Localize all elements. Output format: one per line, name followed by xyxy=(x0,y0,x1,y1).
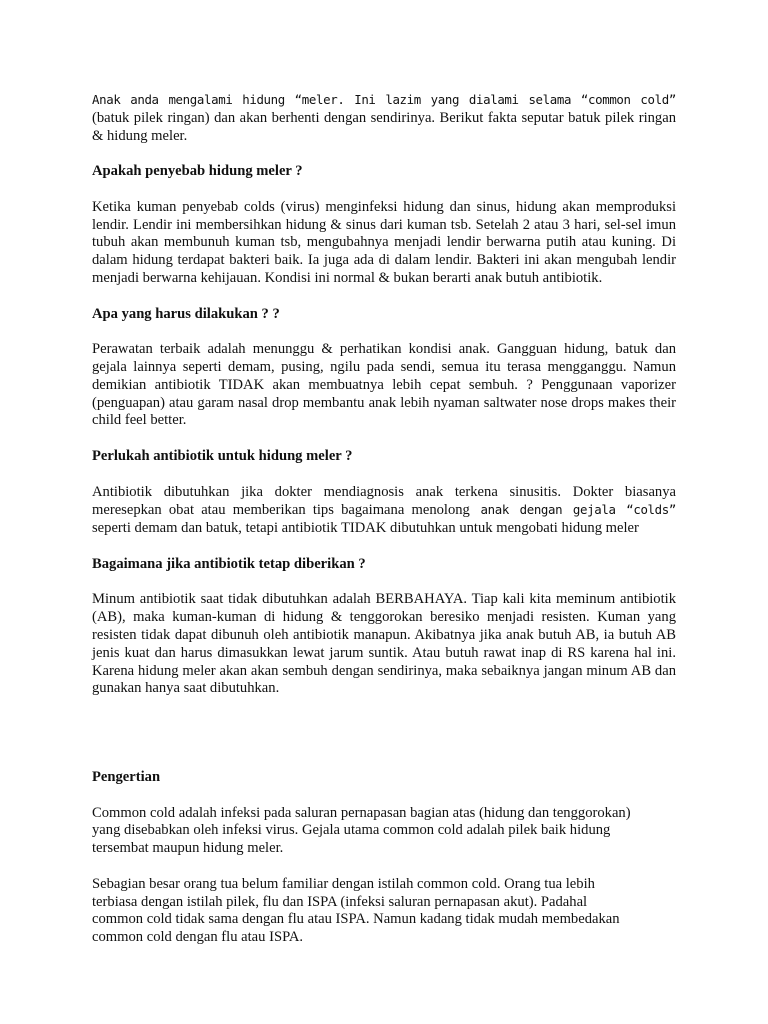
section-heading-diberikan: Bagaimana jika antibiotik tetap diberikan ? xyxy=(92,555,366,572)
section-body-dilakukan: Perawatan terbaik adalah menunggu & perhatikan kondisi anak. Gangguan hidung, batuk dan gejala lainnya seperti demam, pusing, ngilu pada sendi, semua itu terasa mengganggu. Namun demikian antibiotik TIDAK akan membuatnya lebih cepat sembuh. ? Penggunaan vaporizer (penguapan) atau garam nasal drop membantu anak lebih nyaman saltwater nose drops makes their child feel better. xyxy=(92,341,676,429)
section-body-penyebab: Ketika kuman penyebab colds (virus) menginfeksi hidung dan sinus, hidung akan memproduksi lendir. Lendir ini membersihkan hidung & sinus dari kuman tsb. Setelah 2 atau 3 hari, sel-sel imun tubuh akan membunuh kuman tsb, mengubahnya menjadi lendir berwarna putih atau kuning. Di dalam hidung terdapat bakteri baik. Ia juga ada di dalam lendir. Bakteri ini akan mengubah lendir menjadi berwarna kehijauan. Kondisi ini normal & bukan berarti anak butuh antibiotik. xyxy=(92,198,676,286)
perlukah-text-part3: seperti demam dan batuk, tetapi antibiotik TIDAK dibutuhkan untuk mengobati hidung meler xyxy=(92,520,639,537)
section-body-perlukah xyxy=(92,484,676,538)
definition-p2-line: common cold dengan flu atau ISPA. xyxy=(92,929,304,946)
intro-text-part2: (batuk pilek ringan) dan akan berhenti dengan sendirinya. Berikut fakta seputar batuk pilek ringan & hidung meler. xyxy=(92,109,676,144)
definition-p1-line: Common cold adalah infeksi pada saluran pernapasan bagian atas (hidung dan tenggorokan) xyxy=(92,804,631,821)
definition-paragraph-1 xyxy=(92,805,676,858)
perlukah-text-part1: Antibiotik dibutuhkan jika dokter mendiagnosis anak terkena sinusitis. Dokter biasanya meresepkan obat atau memberikan tips bagaimana menolong xyxy=(92,483,676,519)
perlukah-text-part2: anak dengan gejala “colds” xyxy=(469,502,676,518)
definition-paragraph-2 xyxy=(92,876,676,947)
document-page xyxy=(92,91,676,947)
intro-paragraph xyxy=(92,91,676,145)
definition-p1-line: tersembat maupun hidung meler. xyxy=(92,840,284,857)
definition-p2-line: Sebagian besar orang tua belum familiar dengan istilah common cold. Orang tua lebih xyxy=(92,875,595,892)
section-heading-dilakukan: Apa yang harus dilakukan ? ? xyxy=(92,305,280,322)
definition-p2-line: common cold tidak sama dengan flu atau ISPA. Namun kadang tidak mudah membedakan xyxy=(92,911,620,928)
section-heading-perlukah: Perlukah antibiotik untuk hidung meler ? xyxy=(92,447,353,464)
section-heading-penyebab: Apakah penyebab hidung meler ? xyxy=(92,163,303,180)
intro-text-part1: Anak anda mengalami hidung “meler. Ini lazim yang dialami selama “common cold” xyxy=(92,92,676,107)
definition-p1-line: yang disebabkan oleh infeksi virus. Gejala utama common cold adalah pilek baik hidung xyxy=(92,822,611,839)
definition-heading: Pengertian xyxy=(92,769,161,786)
definition-p2-line: terbiasa dengan istilah pilek, flu dan ISPA (infeksi saluran pernapasan akut). Padahal xyxy=(92,893,588,910)
section-body-diberikan: Minum antibiotik saat tidak dibutuhkan adalah BERBAHAYA. Tiap kali kita meminum antibiotik (AB), maka kuman-kuman di hidung & tenggorokan beresiko menjadi resisten. Kuman yang resisten tidak dapat dibunuh oleh antibiotik manapun. Akibatnya jika anak butuh AB, ia butuh AB jenis kuat dan harus dimasukkan lewat jarum suntik. Atau butuh rawat inap di RS karena hal ini. Karena hidung meler akan akan sembuh dengan sendirinya, maka sebaiknya jangan minum AB dan gunakan hanya saat dibutuhkan. xyxy=(92,591,676,697)
